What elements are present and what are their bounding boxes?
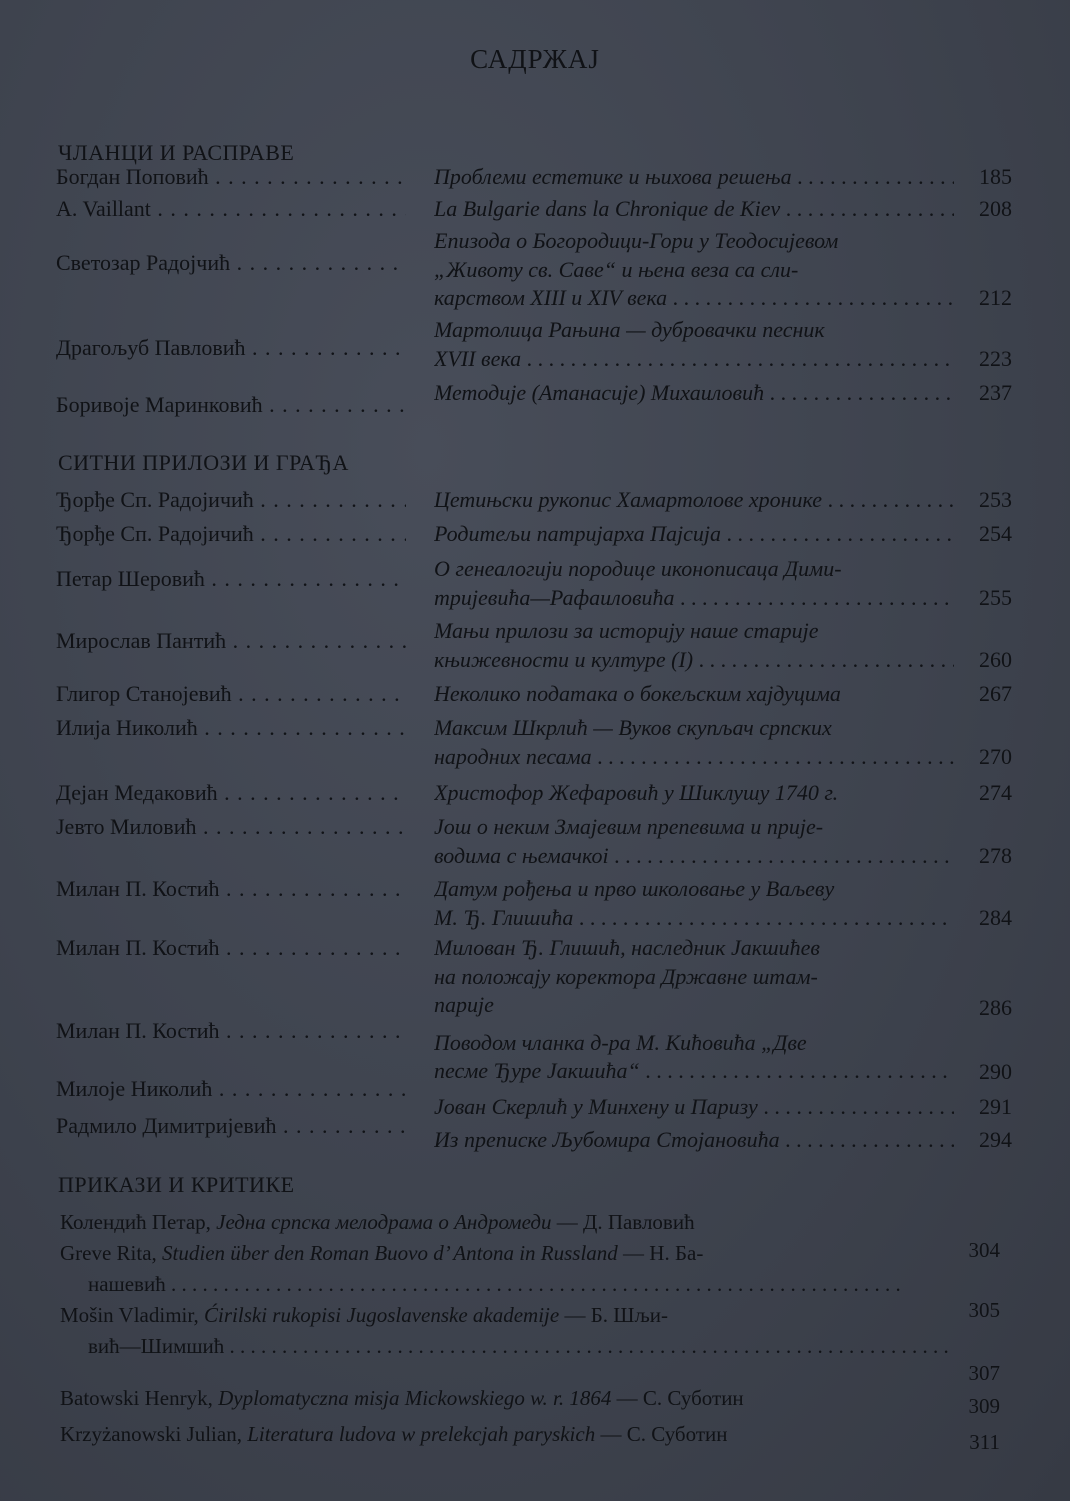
- entry-author: Богдан Поповић . . .: [56, 164, 406, 190]
- entry-author: Петар Шеровић . . .: [56, 566, 406, 592]
- entry-title-line: La Bulgarie dans la Chronique de Kiev . . .: [434, 196, 954, 222]
- entry-title-line: Из преписке Љубомира Стојановића . . .: [434, 1127, 954, 1153]
- entry-title-line: Цетињски рукопис Хамартолове хронике . . .: [434, 487, 954, 513]
- entry-title-line: водима с њемачкоі . . .: [434, 843, 954, 869]
- review-author: Batowski Henryk,: [60, 1386, 213, 1410]
- entry-author: Ђорђе Сп. Радојичић . . .: [56, 521, 406, 547]
- entry-author: Милан П. Костић . . .: [56, 935, 406, 961]
- entry-page-number: 255: [979, 585, 1012, 610]
- entry-title-line: Неколико података о бокељским хајдуцима: [434, 681, 841, 706]
- entry-page-number: 212: [979, 285, 1012, 310]
- review-work: Literatura ludova w prelekcjah paryskich: [247, 1422, 596, 1446]
- entry-title-line: М. Ђ. Глишића . . .: [434, 905, 954, 931]
- review-page-number: 305: [968, 1298, 1000, 1322]
- entry-page-number: 267: [979, 681, 1012, 706]
- entry-author: Глигор Станојевић . . .: [56, 681, 406, 707]
- review-line: [60, 1303, 960, 1328]
- entry-page-number: 254: [979, 521, 1012, 546]
- review-work: Ćirilski rukopisi Jugoslavenske akademije: [204, 1303, 560, 1327]
- entry-title-line: Датум рођења и прво школовање у Ваљеву: [434, 876, 835, 901]
- section-heading-contributions: СИТНИ ПРИЛОЗИ И ГРАЂА: [58, 450, 349, 475]
- reviewer: — С. Суботин: [600, 1422, 728, 1446]
- entry-page-number: 270: [979, 744, 1012, 769]
- entry-title-line: парије: [434, 992, 494, 1017]
- entry-page-number: 274: [979, 780, 1012, 805]
- entry-author: Јевто Миловић . . .: [56, 814, 406, 840]
- entry-title-line: тријевића—Рафаиловића . . .: [434, 585, 954, 611]
- entry-author: Радмило Димитријевић . . .: [56, 1113, 406, 1139]
- review-line: [60, 1210, 960, 1235]
- entry-title-line: Проблеми естетике и њихова решења . . .: [434, 164, 954, 190]
- entry-title-line: Поводом чланка д-ра М. Кићовића „Две: [434, 1030, 807, 1055]
- review-line: [60, 1422, 960, 1447]
- review-page-number: 304: [968, 1238, 1000, 1262]
- entry-title-line: Максим Шкрлић — Вуков скупљач српских: [434, 715, 832, 740]
- entry-title-line: Милован Ђ. Глишић, наследник Јакшићев: [434, 935, 820, 960]
- entry-page-number: 291: [979, 1094, 1012, 1119]
- entry-title-line: Родитељи патријарха Пајсија . . .: [434, 521, 954, 547]
- entry-title-line: Христофор Жефаровић у Шиклушу 1740 г.: [434, 780, 839, 805]
- reviewer: — Б. Шљи-: [564, 1303, 668, 1327]
- entry-title-line: Методије (Атанасије) Михаиловић . . .: [434, 380, 954, 406]
- entry-title-line: Епизода о Богородици-Гори у Теодосијевом: [434, 228, 839, 253]
- review-work: Studien über den Roman Buovo d’ Antona in Russland: [162, 1241, 618, 1265]
- entry-title-line: О генеалогији породице иконописаца Дими-: [434, 556, 842, 581]
- entry-author: Мирослав Пантић . . .: [56, 628, 406, 654]
- page-title: САДРЖАЈ: [470, 44, 600, 74]
- review-author: Krzyżanowski Julian,: [60, 1422, 242, 1446]
- entry-page-number: 278: [979, 843, 1012, 868]
- entry-title-line: песме Ђуре Јакшића“ . . .: [434, 1058, 954, 1084]
- entry-page-number: 223: [979, 346, 1012, 371]
- review-work: Једна српска мелодрама о Андромеди: [216, 1210, 552, 1234]
- entry-title-line: XVII века . . .: [434, 346, 954, 372]
- entry-author: Драгољуб Павловић . . .: [56, 335, 406, 361]
- entry-title-line: Мартолица Рањина — дубровачки песник: [434, 317, 825, 342]
- entry-page-number: 185: [979, 164, 1012, 189]
- entry-author: Илија Николић . . .: [56, 715, 406, 741]
- reviewer: — Д. Павловић: [556, 1210, 695, 1234]
- review-page-number: 309: [968, 1394, 1000, 1418]
- entry-author: Боривоје Маринковић . . .: [56, 392, 406, 418]
- review-author: Greve Rita,: [60, 1241, 157, 1265]
- review-page-number: 307: [968, 1361, 1000, 1385]
- entry-page-number: 284: [979, 905, 1012, 930]
- review-continuation: нашевић . . .: [88, 1272, 948, 1297]
- entry-title-line: књижевности и културе (I) . . .: [434, 647, 954, 673]
- review-line: [60, 1386, 960, 1411]
- entry-page-number: 260: [979, 647, 1012, 672]
- reviewer: — Н. Ба-: [623, 1241, 704, 1265]
- entry-page-number: 208: [979, 196, 1012, 221]
- entry-title-line: Мањи прилози за историју наше старије: [434, 618, 819, 643]
- entry-page-number: 237: [979, 380, 1012, 405]
- entry-page-number: 253: [979, 487, 1012, 512]
- entry-title-line: на положају коректора Државне штам-: [434, 964, 818, 989]
- reviewer: — С. Суботин: [616, 1386, 744, 1410]
- review-author: Колендић Петар,: [60, 1210, 211, 1234]
- section-heading-reviews: ПРИКАЗИ И КРИТИКЕ: [58, 1172, 295, 1197]
- entry-author: A. Vaillant . . .: [56, 196, 406, 222]
- entry-title-line: „Животу св. Саве“ и њена веза са сли-: [434, 257, 799, 282]
- review-continuation: вић—Шимшић . . .: [88, 1334, 948, 1359]
- section-heading-articles: ЧЛАНЦИ И РАСПРАВЕ: [58, 140, 295, 165]
- entry-page-number: 294: [979, 1127, 1012, 1152]
- entry-author: Милан П. Костић . . .: [56, 1018, 406, 1044]
- entry-page-number: 286: [979, 995, 1012, 1020]
- entry-author: Ђорђе Сп. Радојичић . . .: [56, 487, 406, 513]
- entry-author: Милоје Николић . . .: [56, 1076, 406, 1102]
- review-author: Mošin Vladimir,: [60, 1303, 199, 1327]
- entry-title-line: Још о неким Змајевим препевима и прије-: [434, 814, 824, 839]
- entry-author: Милан П. Костић . . .: [56, 876, 406, 902]
- entry-author: Светозар Радојчић . . .: [56, 250, 406, 276]
- entry-title-line: Јован Скерлић у Минхену и Паризу . . .: [434, 1094, 954, 1120]
- review-work: Dyplomatyczna misja Mickowskiego w. r. 1864: [218, 1386, 612, 1410]
- entry-title-line: карством XIII и XIV века . . .: [434, 285, 954, 311]
- entry-page-number: 290: [979, 1059, 1012, 1084]
- review-line: [60, 1241, 960, 1266]
- entry-title-line: народних песама . . .: [434, 744, 954, 770]
- review-page-number: 311: [969, 1430, 1000, 1454]
- entry-author: Дејан Медаковић . . .: [56, 780, 406, 806]
